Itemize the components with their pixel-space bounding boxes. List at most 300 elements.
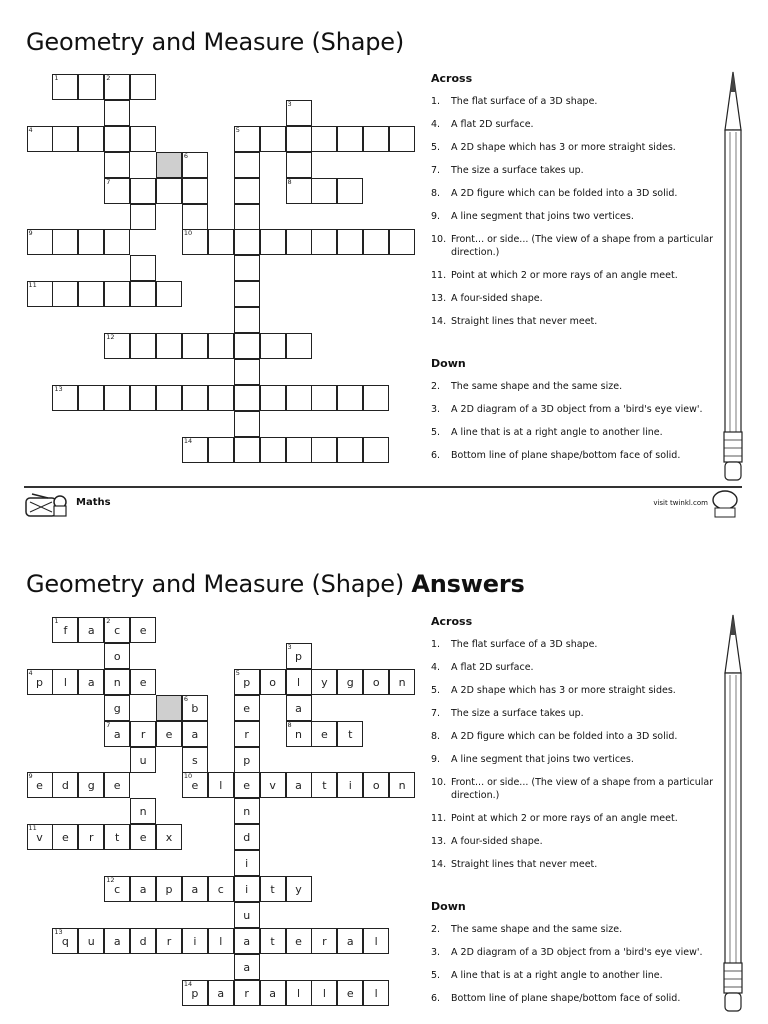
grid-cell[interactable] bbox=[78, 385, 104, 411]
grid-cell bbox=[337, 980, 363, 1006]
answer-letter: a bbox=[113, 934, 121, 948]
grid-cell[interactable] bbox=[363, 126, 389, 152]
grid-cell bbox=[311, 980, 337, 1006]
grid-cell[interactable] bbox=[260, 437, 286, 463]
answer-letter: d bbox=[139, 934, 147, 948]
grid-cell bbox=[234, 824, 260, 850]
down-clue bbox=[431, 403, 721, 416]
grid-cell[interactable] bbox=[234, 333, 260, 359]
grid-cell bbox=[234, 747, 260, 773]
grid-cell bbox=[182, 721, 208, 747]
grid-cell[interactable] bbox=[286, 385, 312, 411]
school-supplies-icon bbox=[24, 490, 70, 520]
answer-letter: e bbox=[139, 831, 147, 845]
grid-cell[interactable] bbox=[130, 333, 156, 359]
clue-text: A 2D figure which can be folded into a 3D solid. bbox=[451, 731, 678, 742]
grid-cell[interactable] bbox=[337, 385, 363, 411]
clue-number: 4. bbox=[431, 119, 441, 130]
answer-letter: r bbox=[244, 727, 249, 741]
clue-text: A line segment that joins two vertices. bbox=[451, 754, 634, 765]
answers-title bbox=[26, 570, 525, 598]
grid-cell bbox=[78, 824, 104, 850]
clue-text: The same shape and the same size. bbox=[451, 381, 623, 392]
visit-link[interactable]: visit twinkl.com bbox=[653, 499, 708, 507]
clue-text: Bottom line of plane shape/bottom face of solid. bbox=[451, 993, 681, 1004]
answer-letter: o bbox=[113, 649, 121, 663]
grid-cell bbox=[130, 824, 156, 850]
grid-cell[interactable] bbox=[52, 385, 78, 411]
answer-letter: p bbox=[295, 649, 302, 663]
across-clue bbox=[431, 638, 721, 651]
answer-letter: p bbox=[36, 675, 43, 689]
clue-number: 8. bbox=[431, 731, 441, 742]
answer-letter: l bbox=[374, 934, 378, 948]
crossword-grid bbox=[0, 74, 420, 474]
clue-text: A line segment that joins two vertices. bbox=[451, 211, 634, 222]
answer-letter: e bbox=[165, 727, 173, 741]
answer-letter: a bbox=[269, 986, 276, 1000]
grid-cell bbox=[234, 928, 260, 954]
down-clue bbox=[431, 992, 721, 1005]
grid-cell[interactable] bbox=[234, 178, 260, 204]
grid-cell[interactable] bbox=[260, 333, 286, 359]
answer-letter: c bbox=[114, 624, 121, 637]
answer-letter: e bbox=[139, 675, 147, 689]
cell-number: 10 bbox=[183, 229, 193, 238]
cell-number: 4 bbox=[28, 668, 33, 677]
answer-letter: t bbox=[115, 831, 120, 845]
clue-text: The size a surface takes up. bbox=[451, 165, 584, 176]
answer-letter: c bbox=[217, 883, 224, 896]
grid-cell bbox=[234, 721, 260, 747]
across-clue bbox=[431, 858, 721, 871]
down-clue bbox=[431, 449, 721, 462]
grid-cell[interactable] bbox=[104, 74, 130, 100]
grid-cell[interactable] bbox=[337, 126, 363, 152]
grid-cell bbox=[208, 928, 234, 954]
grid-cell bbox=[286, 928, 312, 954]
grid-cell[interactable] bbox=[208, 229, 234, 255]
grid-cell bbox=[363, 772, 389, 798]
grid-cell bbox=[311, 772, 337, 798]
grid-cell[interactable] bbox=[130, 178, 156, 204]
grid-cell bbox=[130, 798, 156, 824]
across-clue bbox=[431, 684, 721, 697]
down-heading: Down bbox=[431, 357, 466, 370]
answer-letter: t bbox=[322, 779, 327, 793]
answer-letter: g bbox=[113, 701, 121, 715]
grid-cell bbox=[234, 850, 260, 876]
grid-cell bbox=[337, 721, 363, 747]
answer-letter: i bbox=[245, 883, 249, 896]
grid-cell[interactable] bbox=[286, 126, 312, 152]
shaded-cell[interactable] bbox=[156, 152, 182, 178]
grid-cell[interactable] bbox=[182, 229, 208, 255]
grid-cell[interactable] bbox=[234, 204, 260, 230]
grid-cell[interactable] bbox=[130, 126, 156, 152]
grid-cell[interactable] bbox=[260, 229, 286, 255]
grid-cell[interactable] bbox=[389, 126, 415, 152]
grid-cell[interactable] bbox=[363, 385, 389, 411]
grid-cell bbox=[156, 721, 182, 747]
clue-number: 14. bbox=[431, 316, 447, 327]
clue-number: 11. bbox=[431, 270, 447, 281]
clue-text: A line that is at a right angle to another line. bbox=[451, 427, 663, 438]
cell-number: 11 bbox=[28, 824, 37, 833]
grid-cell bbox=[27, 669, 53, 695]
grid-cell[interactable] bbox=[234, 437, 260, 463]
grid-cell[interactable] bbox=[182, 204, 208, 230]
grid-cell[interactable] bbox=[182, 333, 208, 359]
grid-cell[interactable] bbox=[156, 178, 182, 204]
grid-cell[interactable] bbox=[311, 385, 337, 411]
grid-cell[interactable] bbox=[52, 281, 78, 307]
grid-cell[interactable] bbox=[27, 229, 53, 255]
clue-number: 5. bbox=[431, 142, 441, 153]
clue-number: 2. bbox=[431, 924, 441, 935]
across-clue bbox=[431, 269, 721, 282]
answers-clues-panel bbox=[431, 615, 721, 1015]
clue-number: 5. bbox=[431, 970, 441, 981]
grid-cell[interactable] bbox=[234, 281, 260, 307]
clue-text: The size a surface takes up. bbox=[451, 708, 584, 719]
grid-cell[interactable] bbox=[78, 126, 104, 152]
grid-cell[interactable] bbox=[286, 229, 312, 255]
cell-number: 9 bbox=[28, 229, 33, 238]
grid-cell bbox=[260, 980, 286, 1006]
grid-cell bbox=[311, 721, 337, 747]
across-clue bbox=[431, 315, 721, 328]
grid-cell bbox=[78, 928, 104, 954]
answer-letter: i bbox=[193, 934, 197, 948]
grid-cell bbox=[104, 669, 130, 695]
answer-letter: n bbox=[243, 805, 251, 819]
grid-cell bbox=[286, 643, 312, 669]
grid-cell[interactable] bbox=[27, 281, 53, 307]
grid-cell bbox=[363, 928, 389, 954]
answer-letter: u bbox=[87, 934, 95, 948]
grid-cell bbox=[156, 824, 182, 850]
answer-letter: a bbox=[243, 934, 251, 948]
grid-cell[interactable] bbox=[104, 229, 130, 255]
answer-letter: a bbox=[139, 883, 147, 896]
grid-cell bbox=[389, 772, 415, 798]
cell-number: 10 bbox=[183, 772, 193, 781]
answer-letter: a bbox=[243, 960, 251, 974]
answer-letter: e bbox=[346, 986, 354, 1000]
grid-cell[interactable] bbox=[337, 178, 363, 204]
grid-cell[interactable] bbox=[104, 281, 130, 307]
grid-cell bbox=[337, 772, 363, 798]
answers-title-text: Geometry and Measure (Shape) bbox=[26, 570, 412, 598]
grid-cell[interactable] bbox=[182, 152, 208, 178]
cell-number: 3 bbox=[287, 642, 292, 651]
answer-letter: e bbox=[321, 727, 328, 741]
cell-number: 5 bbox=[235, 125, 240, 134]
clue-text: A four-sided shape. bbox=[451, 293, 543, 304]
grid-cell[interactable] bbox=[311, 437, 337, 463]
grid-cell[interactable] bbox=[78, 229, 104, 255]
grid-cell[interactable] bbox=[130, 74, 156, 100]
cell-number: 8 bbox=[287, 177, 292, 186]
grid-cell[interactable] bbox=[234, 126, 260, 152]
grid-cell bbox=[52, 772, 78, 798]
grid-cell bbox=[130, 617, 156, 643]
answer-letter: a bbox=[295, 701, 302, 715]
down-clue bbox=[431, 380, 721, 393]
cell-number: 6 bbox=[183, 151, 189, 160]
grid-cell bbox=[363, 980, 389, 1006]
grid-cell[interactable] bbox=[104, 126, 130, 152]
grid-cell bbox=[234, 980, 260, 1006]
grid-cell[interactable] bbox=[363, 229, 389, 255]
shaded-cell bbox=[156, 695, 182, 721]
grid-cell[interactable] bbox=[208, 333, 234, 359]
grid-cell[interactable] bbox=[130, 255, 156, 281]
answer-letter: a bbox=[191, 727, 199, 741]
clue-number: 6. bbox=[431, 993, 441, 1004]
cell-number: 2 bbox=[106, 74, 111, 82]
answer-letter: e bbox=[191, 779, 199, 793]
grid-cell bbox=[208, 772, 234, 798]
clue-text: Front... or side... (The view of a shape from a particular direction.) bbox=[451, 234, 714, 258]
answer-letter: e bbox=[36, 779, 43, 793]
grid-cell bbox=[234, 798, 260, 824]
answer-letter: s bbox=[192, 753, 198, 767]
grid-cell[interactable] bbox=[130, 204, 156, 230]
grid-cell[interactable] bbox=[311, 126, 337, 152]
clue-text: A 2D shape which has 3 or more straight sides. bbox=[451, 142, 676, 153]
answer-letter: l bbox=[219, 779, 223, 793]
down-clue bbox=[431, 946, 721, 959]
cell-number: 1 bbox=[54, 74, 59, 82]
grid-cell bbox=[286, 980, 312, 1006]
answer-letter: g bbox=[346, 675, 354, 689]
grid-cell[interactable] bbox=[182, 385, 208, 411]
answer-letter: n bbox=[398, 675, 406, 689]
grid-cell[interactable] bbox=[208, 385, 234, 411]
answer-letter: a bbox=[87, 624, 95, 637]
grid-cell bbox=[104, 695, 130, 721]
grid-cell bbox=[104, 928, 130, 954]
answer-letter: b bbox=[191, 701, 199, 715]
grid-cell[interactable] bbox=[104, 333, 130, 359]
grid-cell[interactable] bbox=[156, 385, 182, 411]
grid-cell[interactable] bbox=[286, 100, 312, 126]
answer-letter: p bbox=[191, 986, 199, 1000]
clue-number: 1. bbox=[431, 639, 441, 650]
grid-cell[interactable] bbox=[78, 74, 104, 100]
grid-cell bbox=[182, 980, 208, 1006]
answer-letter: g bbox=[87, 779, 95, 793]
answers-crossword-grid bbox=[0, 617, 420, 1017]
answer-letter: p bbox=[243, 753, 251, 767]
clue-text: A flat 2D surface. bbox=[451, 662, 534, 673]
grid-cell[interactable] bbox=[130, 281, 156, 307]
grid-cell[interactable] bbox=[78, 281, 104, 307]
answer-letter: l bbox=[296, 675, 301, 689]
answer-letter: c bbox=[114, 883, 121, 896]
page-title: Geometry and Measure (Shape) bbox=[26, 28, 404, 56]
footer bbox=[24, 488, 742, 522]
grid-cell[interactable] bbox=[234, 229, 260, 255]
grid-cell bbox=[311, 669, 337, 695]
answer-letter: y bbox=[321, 675, 328, 689]
answer-letter: l bbox=[296, 986, 301, 1000]
answer-letter: f bbox=[63, 624, 68, 637]
answers-title-strong: Answers bbox=[411, 570, 525, 598]
grid-cell bbox=[286, 669, 312, 695]
clue-text: A 2D diagram of a 3D object from a 'bird's eye view'. bbox=[451, 947, 703, 958]
grid-cell[interactable] bbox=[260, 385, 286, 411]
grid-cell[interactable] bbox=[130, 385, 156, 411]
grid-cell[interactable] bbox=[27, 126, 53, 152]
clue-text: Straight lines that never meet. bbox=[451, 859, 598, 870]
grid-cell bbox=[27, 824, 53, 850]
grid-cell bbox=[130, 721, 156, 747]
clue-text: A four-sided shape. bbox=[451, 836, 543, 847]
answer-letter: a bbox=[113, 727, 121, 741]
grid-cell[interactable] bbox=[52, 74, 78, 100]
clue-text: Front... or side... (The view of a shape from a particular direction.) bbox=[451, 777, 714, 801]
grid-cell[interactable] bbox=[337, 229, 363, 255]
grid-cell[interactable] bbox=[286, 437, 312, 463]
grid-cell[interactable] bbox=[389, 229, 415, 255]
grid-cell[interactable] bbox=[286, 333, 312, 359]
grid-cell[interactable] bbox=[363, 437, 389, 463]
grid-cell[interactable] bbox=[234, 307, 260, 333]
cell-number: 9 bbox=[28, 772, 33, 781]
grid-cell bbox=[182, 772, 208, 798]
cell-number: 13 bbox=[54, 384, 63, 393]
clue-number: 2. bbox=[431, 381, 441, 392]
grid-cell bbox=[156, 928, 182, 954]
clue-number: 10. bbox=[431, 234, 447, 245]
grid-cell[interactable] bbox=[208, 437, 234, 463]
grid-cell bbox=[311, 928, 337, 954]
grid-cell bbox=[234, 669, 260, 695]
grid-cell bbox=[286, 772, 312, 798]
answer-letter: n bbox=[139, 805, 147, 819]
answer-letter: l bbox=[374, 986, 378, 1000]
cell-number: 12 bbox=[106, 876, 115, 884]
grid-cell bbox=[182, 695, 208, 721]
grid-cell[interactable] bbox=[182, 437, 208, 463]
grid-cell[interactable] bbox=[182, 178, 208, 204]
answer-letter: r bbox=[322, 934, 327, 948]
grid-cell[interactable] bbox=[286, 178, 312, 204]
answer-letter: l bbox=[322, 986, 326, 1000]
grid-cell[interactable] bbox=[234, 411, 260, 437]
grid-cell bbox=[27, 772, 53, 798]
grid-cell[interactable] bbox=[156, 333, 182, 359]
grid-cell[interactable] bbox=[234, 385, 260, 411]
down-clue bbox=[431, 969, 721, 982]
answer-letter: d bbox=[61, 779, 69, 793]
grid-cell[interactable] bbox=[234, 152, 260, 178]
answer-letter: e bbox=[295, 934, 302, 948]
grid-cell bbox=[208, 876, 234, 902]
clue-number: 9. bbox=[431, 211, 441, 222]
answer-letter: i bbox=[348, 779, 352, 793]
clues-panel bbox=[431, 72, 721, 472]
across-heading: Across bbox=[431, 72, 473, 85]
grid-cell bbox=[182, 747, 208, 773]
across-clue bbox=[431, 292, 721, 305]
grid-cell[interactable] bbox=[104, 100, 130, 126]
clue-text: Bottom line of plane shape/bottom face of solid. bbox=[451, 450, 681, 461]
answer-letter: l bbox=[63, 675, 67, 689]
clue-number: 3. bbox=[431, 947, 441, 958]
answer-letter: a bbox=[346, 934, 354, 948]
pencil-icon bbox=[718, 613, 748, 1013]
grid-cell[interactable] bbox=[260, 126, 286, 152]
cell-number: 8 bbox=[287, 720, 292, 729]
grid-cell[interactable] bbox=[234, 255, 260, 281]
grid-cell bbox=[104, 643, 130, 669]
answer-letter: y bbox=[295, 883, 302, 896]
down-clue bbox=[431, 923, 721, 936]
across-clue bbox=[431, 730, 721, 743]
grid-cell bbox=[208, 980, 234, 1006]
answer-letter: e bbox=[243, 779, 251, 793]
cell-number: 1 bbox=[54, 617, 59, 625]
answer-letter: p bbox=[165, 883, 173, 896]
answer-letter: t bbox=[348, 727, 353, 741]
subject-label: Maths bbox=[76, 497, 111, 508]
grid-cell[interactable] bbox=[52, 229, 78, 255]
answer-letter: t bbox=[270, 883, 275, 896]
grid-cell[interactable] bbox=[234, 359, 260, 385]
answer-letter: o bbox=[372, 779, 380, 793]
answer-letter: d bbox=[243, 831, 251, 845]
grid-cell bbox=[234, 954, 260, 980]
answer-letter: n bbox=[113, 675, 121, 689]
grid-cell[interactable] bbox=[311, 229, 337, 255]
down-clue-list bbox=[431, 380, 721, 462]
answer-letter: a bbox=[191, 883, 199, 896]
grid-cell[interactable] bbox=[104, 385, 130, 411]
cell-number: 14 bbox=[183, 436, 193, 445]
grid-cell[interactable] bbox=[104, 152, 130, 178]
grid-cell bbox=[182, 928, 208, 954]
answer-letter: n bbox=[398, 779, 406, 793]
grid-cell bbox=[130, 669, 156, 695]
grid-cell[interactable] bbox=[311, 178, 337, 204]
answer-letter: a bbox=[217, 986, 225, 1000]
clue-text: A line that is at a right angle to another line. bbox=[451, 970, 663, 981]
grid-cell bbox=[337, 928, 363, 954]
clue-text: A 2D diagram of a 3D object from a 'bird's eye view'. bbox=[451, 404, 703, 415]
grid-cell bbox=[104, 824, 130, 850]
grid-cell[interactable] bbox=[156, 281, 182, 307]
grid-cell[interactable] bbox=[52, 126, 78, 152]
answer-letter: r bbox=[140, 727, 146, 741]
grid-cell[interactable] bbox=[104, 178, 130, 204]
answer-letter: e bbox=[139, 624, 147, 637]
across-clue bbox=[431, 753, 721, 766]
across-clue bbox=[431, 210, 721, 223]
grid-cell[interactable] bbox=[337, 437, 363, 463]
clue-number: 7. bbox=[431, 165, 441, 176]
clue-number: 4. bbox=[431, 662, 441, 673]
answer-letter: u bbox=[243, 908, 251, 922]
clue-text: The same shape and the same size. bbox=[451, 924, 623, 935]
grid-cell[interactable] bbox=[286, 152, 312, 178]
clue-number: 5. bbox=[431, 685, 441, 696]
answers-across-clue-list bbox=[431, 638, 721, 871]
grid-cell bbox=[260, 876, 286, 902]
